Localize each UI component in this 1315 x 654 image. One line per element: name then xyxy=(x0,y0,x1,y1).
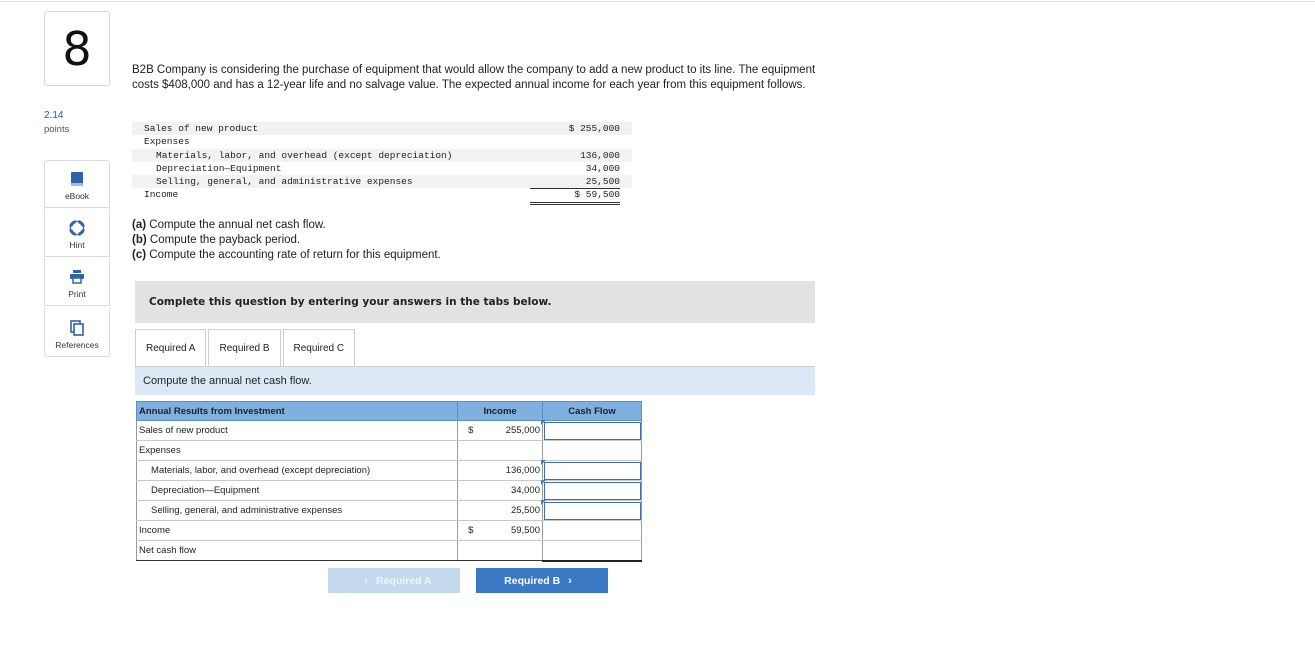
table-row xyxy=(137,521,642,541)
row-label: Sales of new product xyxy=(137,421,458,441)
task-b-text: Compute the payback period. xyxy=(146,234,301,246)
row-label: Net cash flow xyxy=(137,541,458,561)
income-row xyxy=(132,175,632,188)
income-value: 34,000 xyxy=(510,485,540,496)
table-row xyxy=(137,421,642,441)
required-tabs xyxy=(135,329,357,367)
header-cash-flow: Cash Flow xyxy=(543,402,642,421)
hint-button[interactable] xyxy=(44,209,110,257)
income-row-amount: 136,000 xyxy=(580,149,620,161)
cash-flow-cell xyxy=(543,541,642,561)
points-value: 2.14 xyxy=(44,110,64,121)
tab-instruction: Compute the annual net cash flow. xyxy=(135,367,815,395)
income-row-label: Expenses xyxy=(144,136,190,148)
dollar-sign: $ xyxy=(468,425,474,436)
income-row-amount: $ 255,000 xyxy=(568,123,620,134)
header-annual-results: Annual Results from Investment xyxy=(137,402,458,421)
flag-marker-icon xyxy=(541,460,546,465)
cash-flow-cell xyxy=(543,441,642,461)
table-row xyxy=(137,481,642,501)
answer-table xyxy=(136,401,642,562)
question-number-box xyxy=(44,11,110,86)
problem-statement: B2B Company is considering the purchase of equipment that would allow the company to add a new product to its line. The equipment costs $408,000 and has a 12-year life and no salvage value. The expected annual income for each year from this equipment follows. xyxy=(132,64,816,91)
income-row-label: Income xyxy=(144,189,179,201)
print-button[interactable] xyxy=(44,258,110,306)
income-cell xyxy=(458,461,543,481)
task-a-tag: (a) xyxy=(132,219,147,231)
next-required-label: Required B xyxy=(504,574,561,587)
documents-icon xyxy=(70,320,84,336)
income-row-amount: 25,500 xyxy=(530,175,620,189)
references-label: References xyxy=(55,340,99,350)
chevron-left-icon: ‹ xyxy=(364,574,369,587)
flag-marker-icon xyxy=(541,480,546,485)
income-row xyxy=(132,149,632,162)
cash-flow-input-depreciation[interactable] xyxy=(544,482,641,500)
task-a xyxy=(132,218,441,233)
flag-marker-icon xyxy=(541,420,546,425)
hint-label: Hint xyxy=(69,240,85,250)
income-value: 25,500 xyxy=(510,505,540,516)
top-divider xyxy=(0,1,1315,2)
income-cell xyxy=(458,441,543,461)
flag-marker-icon xyxy=(541,500,546,505)
cash-flow-input-selling[interactable] xyxy=(544,502,641,520)
table-row xyxy=(137,541,642,561)
next-required-button[interactable] xyxy=(476,568,608,593)
task-b-tag: (b) xyxy=(132,234,147,246)
income-cell xyxy=(458,421,543,441)
print-label: Print xyxy=(68,289,86,299)
income-cell xyxy=(458,501,543,521)
tab-required-b[interactable]: Required B xyxy=(208,329,280,366)
cash-flow-cell xyxy=(543,521,642,541)
income-row-label: Sales of new product xyxy=(144,123,259,134)
book-icon xyxy=(70,171,84,187)
dollar-sign: $ xyxy=(468,525,474,536)
income-cell xyxy=(458,521,543,541)
cash-flow-cell xyxy=(543,461,642,481)
ebook-button[interactable] xyxy=(44,160,110,208)
income-cell xyxy=(458,481,543,501)
references-button[interactable] xyxy=(44,308,110,357)
task-list xyxy=(132,218,441,263)
income-row xyxy=(132,135,632,148)
row-label: Materials, labor, and overhead (except depreciation) xyxy=(137,461,458,481)
tab-required-c[interactable]: Required C xyxy=(283,329,356,366)
cash-flow-cell xyxy=(543,481,642,501)
task-c xyxy=(132,248,441,263)
cash-flow-cell xyxy=(543,501,642,521)
header-income: Income xyxy=(458,402,543,421)
income-row-label: Depreciation—Equipment xyxy=(156,162,282,174)
table-row xyxy=(137,441,642,461)
income-value: 255,000 xyxy=(505,425,540,436)
row-label: Selling, general, and administrative expenses xyxy=(137,501,458,521)
lifebuoy-icon xyxy=(69,220,85,236)
income-row-amount: 34,000 xyxy=(585,162,620,174)
task-a-text: Compute the annual net cash flow. xyxy=(146,219,326,231)
income-statement xyxy=(132,122,632,202)
prev-required-label: Required A xyxy=(376,574,432,587)
income-row xyxy=(132,122,632,135)
ebook-label: eBook xyxy=(64,191,90,201)
income-row-label: Selling, general, and administrative expenses xyxy=(156,176,413,188)
table-row xyxy=(137,501,642,521)
row-label: Expenses xyxy=(137,441,458,461)
income-value: 59,500 xyxy=(510,525,540,536)
income-row xyxy=(132,188,632,201)
row-label: Depreciation—Equipment xyxy=(137,481,458,501)
answer-header-row xyxy=(137,402,642,421)
prev-required-button[interactable] xyxy=(328,568,460,593)
complete-banner-text: Complete this question by entering your answers in the tabs below. xyxy=(149,296,552,308)
cash-flow-cell xyxy=(543,421,642,441)
income-row-amount: $ 59,500 xyxy=(530,188,620,204)
question-number: 8 xyxy=(62,21,92,76)
table-row xyxy=(137,461,642,481)
cash-flow-input-sales[interactable] xyxy=(544,422,641,440)
chevron-right-icon: › xyxy=(568,574,572,587)
task-b xyxy=(132,233,441,248)
cash-flow-input-materials[interactable] xyxy=(544,462,641,480)
printer-icon xyxy=(69,269,85,285)
task-c-text: Compute the accounting rate of return for this equipment. xyxy=(146,249,441,261)
tab-required-a[interactable]: Required A xyxy=(135,329,206,367)
income-cell xyxy=(458,541,543,561)
complete-banner xyxy=(135,281,815,323)
income-row xyxy=(132,162,632,175)
income-value: 136,000 xyxy=(505,465,540,476)
row-label: Income xyxy=(137,521,458,541)
income-row-label: Materials, labor, and overhead (except depreciation) xyxy=(156,149,453,161)
points-label: points xyxy=(44,124,70,135)
task-c-tag: (c) xyxy=(132,249,147,261)
